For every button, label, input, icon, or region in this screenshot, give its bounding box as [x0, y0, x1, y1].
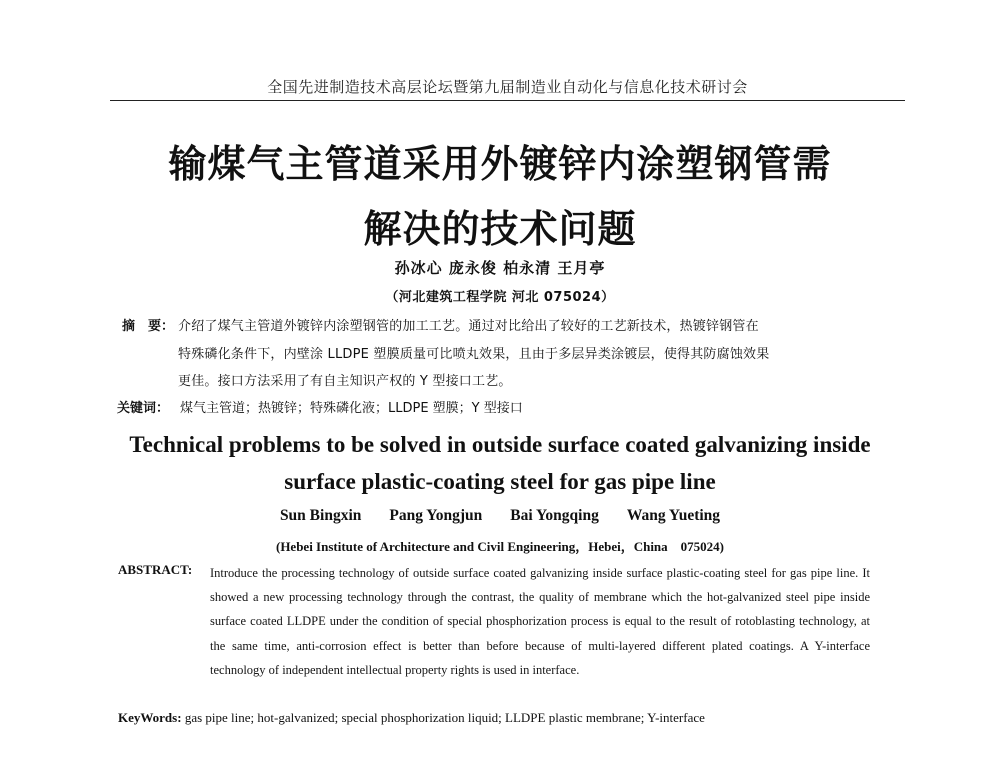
en-title-line-2: surface plastic-coating steel for gas pipe line	[284, 469, 716, 494]
cn-abstract-line: 介绍了煤气主管道外镀锌内涂塑钢管的加工工艺。通过对比给出了较好的工艺新技术，热镀锌钢管在	[178, 319, 759, 334]
en-abstract-body: Introduce the processing technology of outside surface coated galvanizing inside surface plastic-coating steel for gas pipe line. It showed a new processing technology through the contrast, the quality of membrane which the hot-galvanized steel pipe inside surface coated LLDPE under the condition of special phosphorization process is equal to the result of rotoblasting technology, at the same time, anti-corrosion effect is better than before because of multi-layered different plated coatings. A Y-interface technology of independent intellectual property rights is used in interface.	[210, 566, 870, 677]
en-keywords-line	[118, 710, 705, 726]
en-title-line-1: Technical problems to be solved in outside surface coated galvanizing inside	[129, 432, 871, 457]
en-author: Wang Yueting	[626, 507, 721, 524]
en-keywords: gas pipe line; hot-galvanized; special phosphorization liquid; LLDPE plastic membrane; Y-interface	[184, 710, 705, 725]
header-divider	[110, 100, 905, 101]
en-author: Bai Yongqing	[510, 507, 599, 524]
en-keywords-label: KeyWords:	[118, 710, 182, 725]
cn-abstract-line: 特殊磷化条件下，内壁涂 LLDPE 塑膜质量可比喷丸效果，且由于多层异类涂镀层，使得其防腐蚀效果	[178, 347, 770, 362]
en-affiliation: (Hebei Institute of Architecture and Civil Engineering，Hebei，China 075024)	[275, 539, 724, 554]
cn-keywords-label: 关键词：	[117, 401, 170, 416]
en-author: Sun Bingxin	[279, 507, 362, 524]
cn-title-line-2: 解决的技术问题	[363, 206, 637, 251]
en-authors	[200, 507, 800, 525]
en-abstract-label: ABSTRACT:	[118, 562, 193, 577]
cn-title-line-1: 输煤气主管道采用外镀锌内涂塑钢管需	[168, 141, 832, 186]
running-header: 全国先进制造技术高层论坛暨第九届制造业自动化与信息化技术研讨会	[267, 78, 748, 96]
cn-keywords: 煤气主管道；热镀锌；特殊磷化液；LLDPE 塑膜；Y 型接口	[180, 401, 523, 416]
cn-abstract-label: 摘 要：	[122, 319, 175, 334]
cn-authors: 孙冰心 庞永俊 柏永清 王月亭	[394, 259, 606, 277]
cn-affiliation: （河北建筑工程学院 河北 075024）	[385, 290, 615, 305]
en-author: Pang Yongjun	[389, 507, 483, 524]
cn-abstract-line: 更佳。接口方法采用了有自主知识产权的 Y 型接口工艺。	[178, 374, 512, 389]
